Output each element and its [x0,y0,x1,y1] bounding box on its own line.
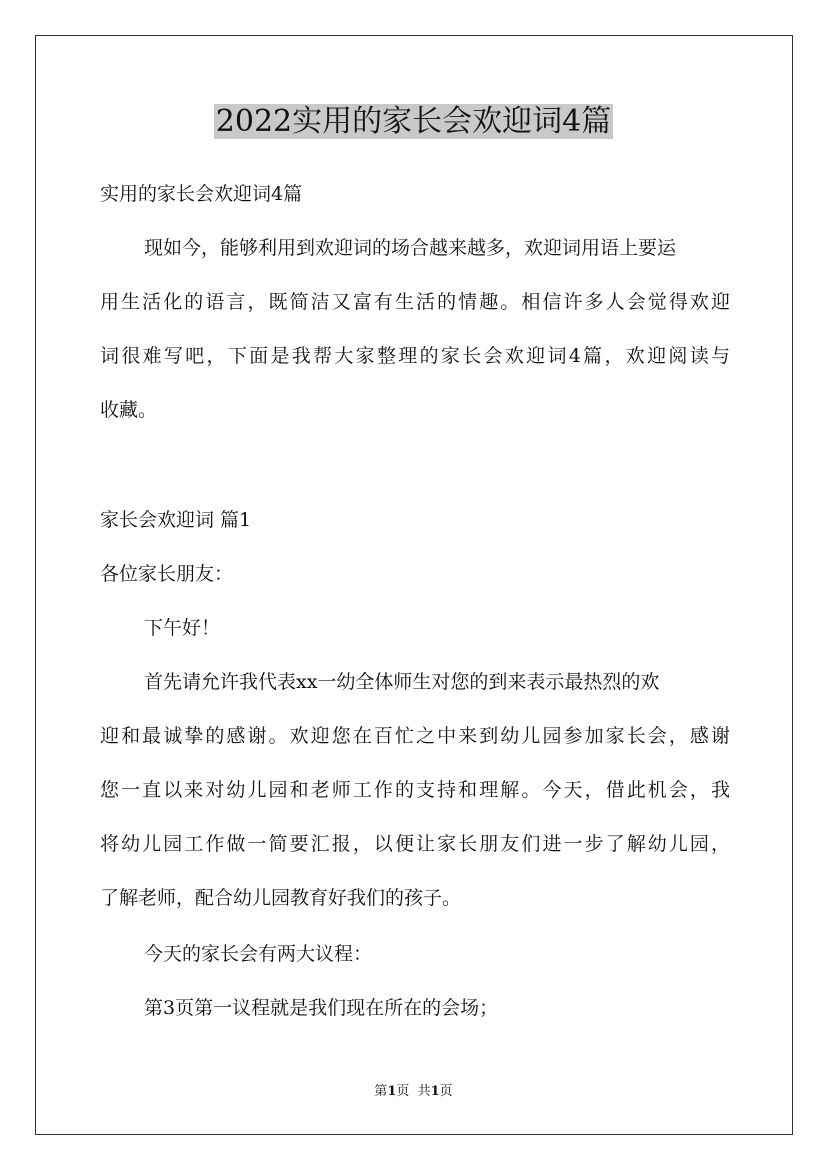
body-line-2: 迎和最诚挚的感谢。欢迎您在百忙之中来到幼儿园参加家长会，感谢 [100,725,730,747]
body-line-4: 将幼儿园工作做一简要汇报，以便让家长朋友们进一步了解幼儿园， [100,833,730,855]
intro-line-4: 收藏。 [100,399,158,421]
footer-total-pages: 1 [430,1084,440,1099]
salutation: 各位家长朋友： [100,563,234,585]
agenda-first: 第3页第一议程就是我们现在所在的会场； [144,997,499,1019]
agenda-intro: 今天的家长会有两大议程： [144,943,373,965]
footer-prefix: 第 [374,1084,388,1099]
document-title: 2022实用的家长会欢迎词4篇 [215,104,612,139]
section-heading: 家长会欢迎词 篇1 [100,509,252,531]
footer-suffix: 页 [439,1084,453,1099]
document-subtitle: 实用的家长会欢迎词4篇 [100,183,303,205]
intro-line-3: 词很难写吧，下面是我帮大家整理的家长会欢迎词4篇，欢迎阅读与 [100,345,730,367]
body-line-1: 首先请允许我代表xx一幼全体师生对您的到来表示最热烈的欢 [144,671,660,693]
intro-line-2: 用生活化的语言，既简洁又富有生活的情趣。相信许多人会觉得欢迎 [100,291,730,313]
body-line-3: 您一直以来对幼儿园和老师工作的支持和理解。今天，借此机会，我 [100,779,730,801]
footer-page-number: 1 [387,1084,397,1099]
intro-line-1: 现如今，能够利用到欢迎词的场合越来越多，欢迎词用语上要运 [144,237,677,259]
body-line-5: 了解老师，配合幼儿园教育好我们的孩子。 [100,887,462,909]
footer-middle: 页 共 [396,1084,431,1099]
greeting: 下午好！ [144,617,221,639]
page-footer [0,1083,827,1101]
